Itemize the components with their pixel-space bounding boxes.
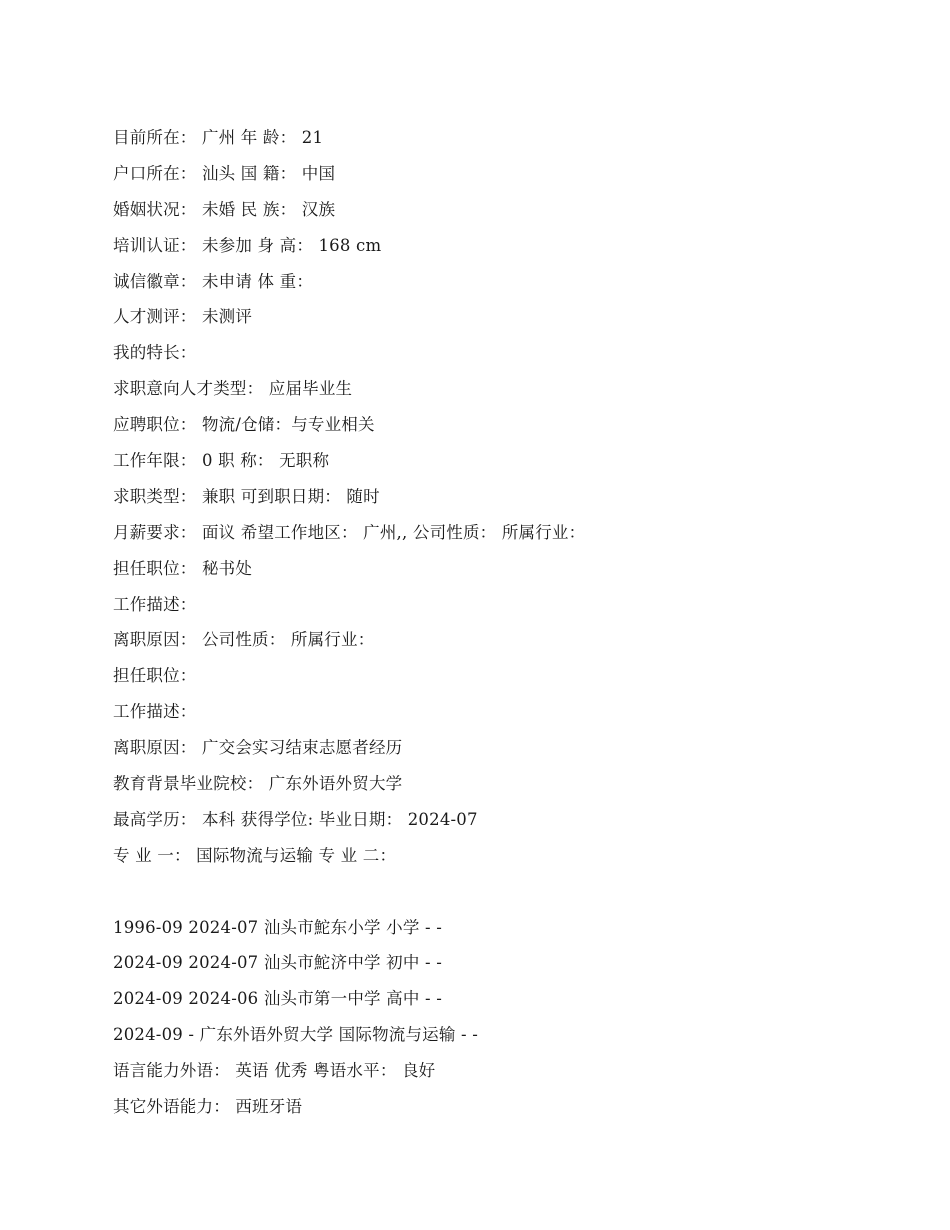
education-history-row: 1996-09 2024-07 汕头市鮀东小学 小学 - - [113,917,442,937]
position-held-line-2: 担任职位： [113,666,197,686]
education-history-row: 2024-09 2024-06 汕头市第一中学 高中 - - [113,989,442,1009]
education-history-row: 2024-09 - 广东外语外贸大学 国际物流与运输 - - [113,1025,479,1045]
position-held-line: 担任职位： 秘书处 [113,558,253,578]
highest-degree-line: 最高学历： 本科 获得学位: 毕业日期： 2024-07 [113,809,478,829]
job-type-availability-line: 求职类型： 兼职 可到职日期： 随时 [113,486,380,506]
job-intent-type-line: 求职意向人才类型： 应届毕业生 [113,379,353,399]
salary-region-line: 月薪要求： 面议 希望工作地区： 广州,, 公司性质： 所属行业： [113,522,586,542]
education-school-line: 教育背景毕业院校： 广东外语外贸大学 [113,774,403,794]
current-location-age-line: 目前所在： 广州 年 龄： 21 [113,128,324,147]
leaving-reason-line-2: 离职原因： 广交会实习结束志愿者经历 [113,738,403,758]
work-description-line-2: 工作描述： [113,702,197,722]
resume-content [113,120,913,1125]
hukou-nationality-line: 户口所在： 汕头 国 籍： 中国 [113,163,336,183]
applied-position-line: 应聘职位： 物流/仓储：与专业相关 [113,415,375,435]
education-history-row: 2024-09 2024-07 汕头市鮀济中学 初中 - - [113,953,442,973]
integrity-weight-line: 诚信徽章： 未申请 体 重： [113,271,314,291]
other-language-line: 其它外语能力： 西班牙语 [113,1097,303,1117]
marital-ethnicity-line: 婚姻状况： 未婚 民 族： 汉族 [113,199,336,219]
training-height-line: 培训认证： 未参加 身 高： 168 cm [113,235,382,255]
specialty-line: 我的特长： [113,343,197,363]
work-years-title-line: 工作年限： 0 职 称： 无职称 [113,451,330,471]
work-description-line: 工作描述： [113,594,197,614]
leaving-reason-line: 离职原因： 公司性质： 所属行业： [113,630,375,650]
blank-spacer [113,874,913,910]
language-ability-line: 语言能力外语： 英语 优秀 粤语水平： 良好 [113,1061,436,1081]
major-line: 专 业 一： 国际物流与运输 专 业 二： [113,845,397,865]
talent-assessment-line: 人才测评： 未测评 [113,307,253,327]
